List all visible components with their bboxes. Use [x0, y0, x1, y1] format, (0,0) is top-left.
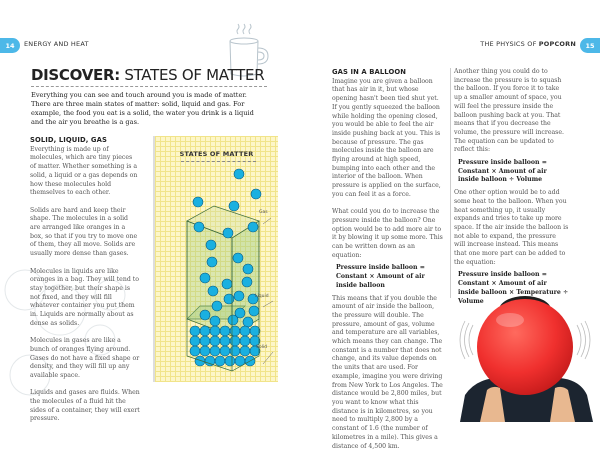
gas-label: Gas — [259, 210, 268, 215]
equation-1: Pressure inside balloon = Constant × Amount of air inside balloon — [336, 264, 425, 289]
paragraph: This means that if you double the amount of air inside the balloon, the pressure will double. The pressure, amount of gas, volume and temperature are all variables, which means they can change. The constant is a number that does not change, and its value depends on the units that are used. For example, imagine you were driving from New York to Los Angeles. The distance would be 2,800 miles, but you want to know what this distance is in kilometres, so you need to multiply 2,800 by a constant of 1.6 (the number of kilometres in a mile). This gives a distance of 4,500 km. — [332, 294, 443, 450]
running-head-right — [480, 40, 576, 48]
diagram-title: STATES OF MATTER — [179, 150, 254, 158]
running-head-left: ENERGY AND HEAT — [24, 40, 89, 48]
balloon-photo — [455, 290, 600, 422]
paragraph: Another thing you could do to increase the pressure is to squash the balloon. If you force it to take up a smaller amount of space, you will feel the pressure inside the balloon pushing back at you. That means that if you decrease the volume, the pressure will increase. The equation can be updated to reflect this: — [454, 68, 564, 154]
paragraph: Molecules in gases are like a bunch of oranges flying around. Gases do not have a fixed shape or density, and they will fill up any available space. — [30, 337, 140, 379]
solid-label: Solid — [256, 345, 267, 350]
page-number-right: 15 — [580, 38, 600, 53]
paragraph: What could you do to increase the pressure inside the balloon? One option would be to add more air to it by blowing it up some more. This can be written down as an equation: — [332, 208, 443, 259]
paragraph: Imagine you are given a balloon that has air in it, but whose opening hasn't been tied shut yet. If you gently squeezed the balloon while holding the opening closed, you would be able to feel the air inside pushing back at you. This is because of pressure. The gas molecules inside the balloon are flying around at high speed, bumping into each other and the interior of the balloon. When pressure is applied on the surface, you can feel it as a force. — [332, 77, 441, 198]
running-head-normal: THE PHYSICS OF — [480, 40, 539, 48]
intro-paragraph: Everything you can see and touch around you is made of matter. There are three main states of matter: solid, liquid and gas. For example, the food you eat is a solid, the water you drink is a liquid and the air you breathe is a gas. — [31, 91, 254, 126]
paragraph: Solids are hard and keep their shape. The molecules in a solid are arranged like oranges in a box, so that if you try to move one of them, they all move. Solids are usually more dense than gases. — [30, 206, 138, 258]
title-divider — [31, 86, 267, 87]
gas-in-balloon-column-1 — [332, 68, 444, 450]
title-rest: STATES OF MATTER — [119, 66, 265, 84]
states-of-matter-diagram — [153, 136, 278, 382]
title-bold: DISCOVER: — [31, 66, 120, 84]
liquid-label: Liquid — [255, 294, 269, 299]
section-heading: GAS IN A BALLOON — [332, 68, 407, 76]
solid-liquid-gas-column — [30, 136, 140, 433]
column-divider — [450, 68, 451, 298]
equation-3: Pressure inside balloon = Constant × Amount of air inside balloon × Temperature ÷ Volume — [458, 271, 569, 305]
page-title — [31, 66, 264, 84]
section-heading: SOLID, LIQUID, GAS — [30, 136, 107, 144]
page-number-left: 14 — [0, 38, 20, 53]
paragraph: One other option would be to add some heat to the balloon. When you heat something up, it usually expands and tries to take up more space. If the air inside the balloon is not able to expand, the pressure will increase instead. This means that one more part can be added to the equation: — [454, 189, 569, 266]
gas-in-balloon-column-2 — [454, 68, 569, 310]
paragraph: Liquids and gases are fluids. When the molecules of a fluid hit the sides of a container, they will exert pressure. — [30, 389, 140, 423]
equation-2: Pressure inside balloon = Constant × Amount of air inside balloon ÷ Volume — [458, 159, 547, 184]
paragraph: Molecules in liquids are like oranges in a bag. They will tend to stay together, but their shape is not fixed, and they will fill whatever container you put them in. Liquids are normally about as dense as solids. — [30, 267, 139, 327]
running-head-bold: POPCORN — [538, 40, 576, 48]
paragraph: Everything is made up of molecules, which are tiny pieces of matter. Whether something is a solid, a liquid or a gas depends on how these molecules hold themselves to each other. — [30, 145, 138, 197]
